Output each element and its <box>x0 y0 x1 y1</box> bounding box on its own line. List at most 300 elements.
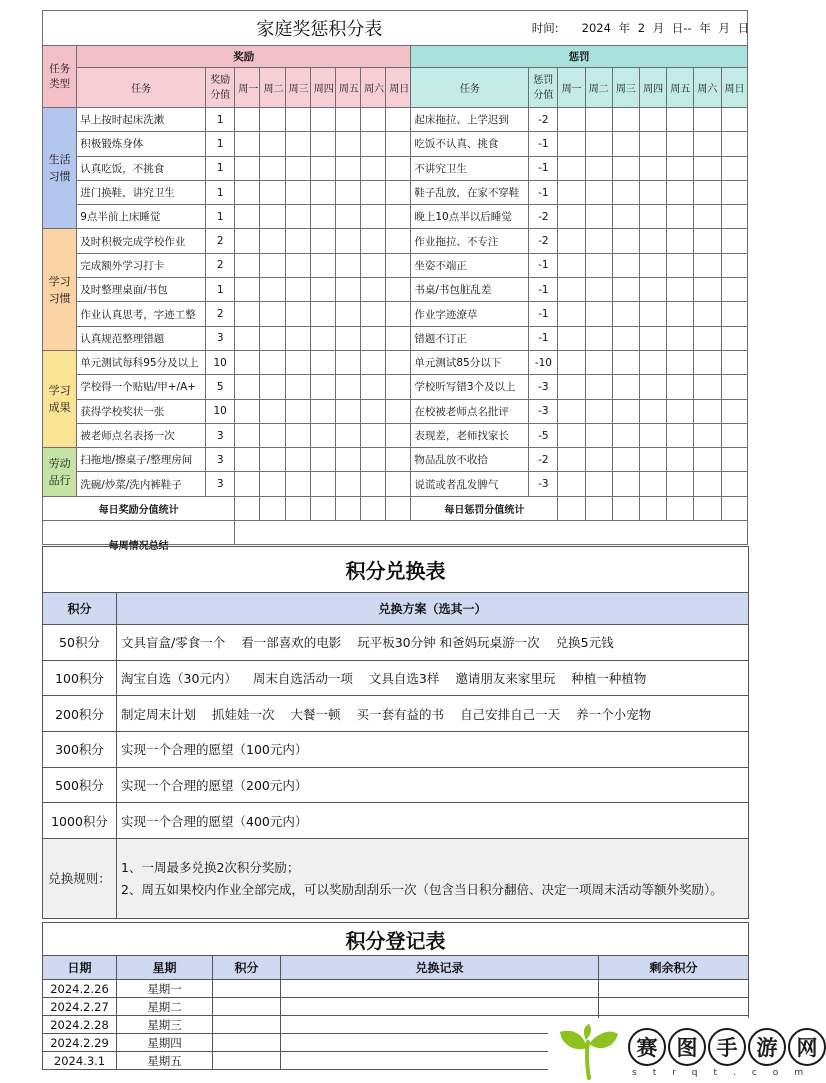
reward-day-cell <box>335 229 360 253</box>
reward-day-cell <box>335 108 360 132</box>
reward-day-cell <box>386 326 411 350</box>
reward-score: 1 <box>206 132 235 156</box>
penalty-score: -10 <box>529 350 558 374</box>
penalty-day-cell <box>558 399 585 423</box>
penalty-day-cell <box>667 180 694 204</box>
penalty-weekday-header: 周一 <box>558 68 585 108</box>
reward-score: 2 <box>206 229 235 253</box>
exchange-points-header: 积分 <box>43 593 117 625</box>
reward-day-cell <box>335 472 360 496</box>
penalty-day-cell <box>667 302 694 326</box>
penalty-score: -1 <box>529 253 558 277</box>
penalty-day-cell <box>612 108 639 132</box>
penalty-day-cell <box>558 448 585 472</box>
reward-day-cell <box>361 229 386 253</box>
reward-day-cell <box>285 350 310 374</box>
exchange-option: 自己安排自己一天 <box>460 706 561 722</box>
penalty-day-cell <box>694 132 721 156</box>
penalty-total-cell <box>667 496 694 520</box>
register-header: 积分 <box>213 956 281 980</box>
reward-total-cell <box>386 496 411 520</box>
reward-day-cell <box>361 472 386 496</box>
register-header: 剩余积分 <box>599 956 749 980</box>
register-balance-cell[interactable] <box>599 998 749 1016</box>
reward-day-cell <box>361 448 386 472</box>
penalty-day-cell <box>640 399 667 423</box>
reward-day-cell <box>260 156 285 180</box>
exchange-row <box>43 625 749 661</box>
penalty-day-cell <box>612 253 639 277</box>
penalty-task: 错题不订正 <box>411 326 529 350</box>
exchange-options <box>117 696 749 732</box>
reward-total-cell <box>335 496 360 520</box>
penalty-day-cell <box>721 108 747 132</box>
exchange-option: 看一部喜欢的电影 <box>241 635 342 651</box>
reward-day-cell <box>310 108 335 132</box>
penalty-day-cell <box>612 205 639 229</box>
reward-day-cell <box>310 326 335 350</box>
daily-total-row <box>43 496 748 520</box>
weekly-summary-row <box>43 521 748 545</box>
reward-day-cell <box>260 326 285 350</box>
reward-day-cell <box>260 423 285 447</box>
exchange-options <box>117 732 749 768</box>
penalty-day-cell <box>612 423 639 447</box>
register-record-cell[interactable] <box>281 980 599 998</box>
penalty-day-cell <box>585 448 612 472</box>
penalty-daily-total: 每日惩罚分值统计 <box>411 496 558 520</box>
penalty-day-cell <box>721 375 747 399</box>
reward-weekday-header: 周一 <box>235 68 260 108</box>
reward-day-cell <box>386 156 411 180</box>
exchange-option: 玩平板30分钟 和爸妈玩桌游一次 <box>357 635 540 651</box>
reward-day-cell <box>235 180 260 204</box>
reward-day-cell <box>285 448 310 472</box>
penalty-day-cell <box>640 326 667 350</box>
penalty-weekday-header: 周六 <box>694 68 721 108</box>
reward-day-cell <box>335 375 360 399</box>
exchange-points: 200积分 <box>43 696 117 732</box>
penalty-day-cell <box>721 156 747 180</box>
reward-day-cell <box>361 253 386 277</box>
exchange-option: 养一个小宠物 <box>576 706 652 722</box>
penalty-day-cell <box>721 205 747 229</box>
reward-day-cell <box>386 180 411 204</box>
reward-task: 单元测试每科95分及以上 <box>77 350 206 374</box>
penalty-task: 学校听写错3个及以上 <box>411 375 529 399</box>
reward-day-cell <box>386 423 411 447</box>
reward-day-cell <box>235 326 260 350</box>
reward-day-cell <box>335 278 360 302</box>
reward-day-cell <box>235 253 260 277</box>
penalty-day-cell <box>694 472 721 496</box>
penalty-day-cell <box>667 448 694 472</box>
reward-weekday-header: 周日 <box>386 68 411 108</box>
reward-day-cell <box>335 132 360 156</box>
reward-day-cell <box>235 132 260 156</box>
penalty-day-cell <box>612 399 639 423</box>
table-row <box>43 253 748 277</box>
penalty-day-cell <box>721 132 747 156</box>
register-weekday: 星期三 <box>117 1016 213 1034</box>
table-row <box>43 132 748 156</box>
reward-day-cell <box>235 156 260 180</box>
table-row <box>43 399 748 423</box>
reward-task: 积极锻炼身体 <box>77 132 206 156</box>
reward-day-cell <box>335 205 360 229</box>
reward-day-cell <box>235 229 260 253</box>
penalty-day-cell <box>694 399 721 423</box>
reward-day-cell <box>310 350 335 374</box>
exchange-row <box>43 767 749 803</box>
exchange-rules-label: 兑换规则： <box>43 839 117 919</box>
reward-weekday-header: 周二 <box>260 68 285 108</box>
reward-day-cell <box>235 472 260 496</box>
penalty-day-cell <box>640 423 667 447</box>
exchange-row <box>43 803 749 839</box>
reward-day-cell <box>285 278 310 302</box>
register-header: 星期 <box>117 956 213 980</box>
reward-day-cell <box>285 108 310 132</box>
table-row <box>43 472 748 496</box>
reward-task: 学校得一个贴贴/甲+/A+ <box>77 375 206 399</box>
penalty-day-cell <box>721 472 747 496</box>
penalty-day-cell <box>694 326 721 350</box>
exchange-title: 积分兑换表 <box>43 547 749 593</box>
watermark-char: 图 <box>668 1028 706 1066</box>
penalty-task: 物品乱放不收拾 <box>411 448 529 472</box>
register-points-cell[interactable] <box>213 980 281 998</box>
penalty-total-cell <box>694 496 721 520</box>
exchange-option: 文具自选3样 <box>368 671 440 687</box>
penalty-day-cell <box>640 448 667 472</box>
category-label: 学习成果 <box>43 350 77 447</box>
penalty-day-cell <box>640 205 667 229</box>
reward-day-cell <box>386 302 411 326</box>
reward-day-cell <box>285 229 310 253</box>
table-row <box>43 229 748 253</box>
reward-score: 3 <box>206 423 235 447</box>
penalty-day-cell <box>694 302 721 326</box>
reward-day-cell <box>361 180 386 204</box>
reward-day-cell <box>260 350 285 374</box>
reward-total-cell <box>235 496 260 520</box>
reward-day-cell <box>285 375 310 399</box>
register-row <box>43 998 749 1016</box>
reward-day-cell <box>386 375 411 399</box>
exchange-options <box>117 767 749 803</box>
penalty-day-cell <box>694 278 721 302</box>
penalty-day-cell <box>585 278 612 302</box>
watermark-subtext: strqt.com <box>632 1068 820 1078</box>
points-table <box>42 10 750 553</box>
penalty-day-cell <box>558 156 585 180</box>
penalty-score: -2 <box>529 205 558 229</box>
watermark-char: 赛 <box>628 1028 666 1066</box>
penalty-day-cell <box>721 180 747 204</box>
penalty-task: 吃饭不认真、挑食 <box>411 132 529 156</box>
reward-day-cell <box>260 375 285 399</box>
reward-day-cell <box>285 132 310 156</box>
reward-day-cell <box>361 156 386 180</box>
register-balance-cell[interactable] <box>599 980 749 998</box>
date-label: 时间: <box>531 21 559 35</box>
penalty-day-cell <box>558 472 585 496</box>
reward-day-cell <box>260 253 285 277</box>
reward-day-cell <box>310 205 335 229</box>
penalty-day-cell <box>612 472 639 496</box>
reward-task: 进门换鞋，讲究卫生 <box>77 180 206 204</box>
penalty-weekday-header: 周二 <box>585 68 612 108</box>
reward-weekday-header: 周六 <box>361 68 386 108</box>
penalty-day-cell <box>667 108 694 132</box>
penalty-score: -1 <box>529 302 558 326</box>
penalty-day-cell <box>667 375 694 399</box>
reward-day-cell <box>285 180 310 204</box>
penalty-day-cell <box>667 423 694 447</box>
category-label: 劳动品行 <box>43 448 77 497</box>
penalty-task: 晚上10点半以后睡觉 <box>411 205 529 229</box>
reward-day-cell <box>285 399 310 423</box>
penalty-day-cell <box>612 448 639 472</box>
reward-day-cell <box>335 253 360 277</box>
reward-day-cell <box>335 350 360 374</box>
reward-task: 完成额外学习打卡 <box>77 253 206 277</box>
register-record-cell[interactable] <box>281 998 599 1016</box>
reward-score: 1 <box>206 278 235 302</box>
reward-day-cell <box>310 399 335 423</box>
reward-task-header: 任务 <box>77 68 206 108</box>
exchange-row <box>43 696 749 732</box>
penalty-task-header: 任务 <box>411 68 529 108</box>
reward-day-cell <box>310 375 335 399</box>
penalty-day-cell <box>612 180 639 204</box>
reward-day-cell <box>361 108 386 132</box>
exchange-table <box>42 546 749 919</box>
reward-header: 奖励 <box>77 46 411 68</box>
reward-day-cell <box>235 302 260 326</box>
reward-day-cell <box>361 423 386 447</box>
register-points-cell[interactable] <box>213 1034 281 1052</box>
reward-score: 2 <box>206 253 235 277</box>
reward-day-cell <box>310 253 335 277</box>
penalty-day-cell <box>667 472 694 496</box>
date-value: 2024 年 2 月 日-- 年 月 日 <box>581 21 750 35</box>
penalty-day-cell <box>640 180 667 204</box>
reward-weekday-header: 周四 <box>310 68 335 108</box>
penalty-day-cell <box>694 205 721 229</box>
penalty-score: -1 <box>529 278 558 302</box>
exchange-points: 100积分 <box>43 660 117 696</box>
register-points-cell[interactable] <box>213 998 281 1016</box>
penalty-header: 惩罚 <box>411 46 748 68</box>
table-row <box>43 375 748 399</box>
reward-day-cell <box>310 132 335 156</box>
exchange-rule: 1、一周最多兑换2次积分奖励； <box>121 859 300 875</box>
penalty-day-cell <box>721 253 747 277</box>
reward-day-cell <box>335 326 360 350</box>
exchange-points: 50积分 <box>43 625 117 661</box>
penalty-score: -3 <box>529 472 558 496</box>
reward-day-cell <box>386 132 411 156</box>
reward-task: 被老师点名表扬一次 <box>77 423 206 447</box>
exchange-rules-row <box>43 839 749 919</box>
exchange-option: 制定周末计划 <box>121 706 197 722</box>
reward-day-cell <box>260 472 285 496</box>
penalty-score-header: 惩罚分值 <box>529 68 558 108</box>
register-date: 2024.2.29 <box>43 1034 117 1052</box>
penalty-day-cell <box>694 448 721 472</box>
penalty-day-cell <box>585 108 612 132</box>
exchange-option: 兑换5元钱 <box>555 635 614 651</box>
reward-day-cell <box>235 278 260 302</box>
penalty-day-cell <box>640 156 667 180</box>
register-points-cell[interactable] <box>213 1016 281 1034</box>
penalty-day-cell <box>721 278 747 302</box>
reward-day-cell <box>361 278 386 302</box>
penalty-day-cell <box>612 326 639 350</box>
penalty-day-cell <box>558 375 585 399</box>
reward-day-cell <box>386 448 411 472</box>
penalty-day-cell <box>585 472 612 496</box>
penalty-day-cell <box>694 108 721 132</box>
weekly-summary-text: 每周情况总结 <box>108 541 169 553</box>
register-points-cell[interactable] <box>213 1052 281 1070</box>
exchange-points: 1000积分 <box>43 803 117 839</box>
penalty-task: 单元测试85分以下 <box>411 350 529 374</box>
penalty-day-cell <box>667 229 694 253</box>
penalty-score: -3 <box>529 375 558 399</box>
exchange-option: 实现一个合理的愿望（100元内） <box>121 742 308 758</box>
penalty-day-cell <box>612 132 639 156</box>
reward-day-cell <box>361 326 386 350</box>
penalty-task: 坐姿不端正 <box>411 253 529 277</box>
reward-day-cell <box>310 229 335 253</box>
exchange-row <box>43 732 749 768</box>
penalty-day-cell <box>667 205 694 229</box>
penalty-score: -2 <box>529 108 558 132</box>
category-label: 生活习惯 <box>43 108 77 229</box>
reward-day-cell <box>260 278 285 302</box>
penalty-day-cell <box>585 350 612 374</box>
register-weekday: 星期一 <box>117 980 213 998</box>
penalty-day-cell <box>721 350 747 374</box>
penalty-day-cell <box>667 156 694 180</box>
exchange-points: 300积分 <box>43 732 117 768</box>
category-label: 学习习惯 <box>43 229 77 350</box>
reward-day-cell <box>285 156 310 180</box>
watermark <box>548 1018 820 1083</box>
reward-score: 3 <box>206 472 235 496</box>
reward-total-cell <box>260 496 285 520</box>
penalty-day-cell <box>640 229 667 253</box>
penalty-task: 作业拖拉、不专注 <box>411 229 529 253</box>
reward-score: 1 <box>206 205 235 229</box>
penalty-day-cell <box>558 253 585 277</box>
penalty-task: 书桌/书包脏乱差 <box>411 278 529 302</box>
reward-task: 及时积极完成学校作业 <box>77 229 206 253</box>
penalty-day-cell <box>585 156 612 180</box>
penalty-day-cell <box>585 399 612 423</box>
penalty-score: -5 <box>529 423 558 447</box>
reward-score: 10 <box>206 350 235 374</box>
exchange-rule: 2、周五如果校内作业全部完成，可以奖励刮刮乐一次（包含当日积分翻倍、决定一项周末活动等额外奖励）。 <box>121 881 723 897</box>
penalty-day-cell <box>585 375 612 399</box>
register-weekday: 星期二 <box>117 998 213 1016</box>
penalty-day-cell <box>721 448 747 472</box>
penalty-day-cell <box>558 180 585 204</box>
reward-day-cell <box>310 302 335 326</box>
reward-score: 3 <box>206 448 235 472</box>
penalty-weekday-header: 周三 <box>612 68 639 108</box>
reward-day-cell <box>235 399 260 423</box>
penalty-day-cell <box>694 423 721 447</box>
penalty-day-cell <box>694 375 721 399</box>
reward-task: 9点半前上床睡觉 <box>77 205 206 229</box>
reward-day-cell <box>310 448 335 472</box>
reward-score: 2 <box>206 302 235 326</box>
penalty-day-cell <box>640 108 667 132</box>
exchange-option: 大餐一顿 <box>290 706 341 722</box>
penalty-score: -3 <box>529 399 558 423</box>
reward-day-cell <box>285 302 310 326</box>
penalty-day-cell <box>585 132 612 156</box>
reward-day-cell <box>361 399 386 423</box>
penalty-day-cell <box>558 205 585 229</box>
reward-day-cell <box>260 132 285 156</box>
penalty-day-cell <box>640 253 667 277</box>
penalty-day-cell <box>667 278 694 302</box>
penalty-day-cell <box>721 423 747 447</box>
reward-task: 认真吃饭，不挑食 <box>77 156 206 180</box>
exchange-options <box>117 803 749 839</box>
reward-day-cell <box>260 180 285 204</box>
table-title: 家庭奖惩积分表 <box>43 11 529 46</box>
reward-day-cell <box>235 423 260 447</box>
exchange-points: 500积分 <box>43 767 117 803</box>
reward-day-cell <box>260 205 285 229</box>
reward-day-cell <box>361 350 386 374</box>
register-title: 积分登记表 <box>43 923 749 956</box>
reward-day-cell <box>361 302 386 326</box>
reward-task: 扫拖地/擦桌子/整理房间 <box>77 448 206 472</box>
reward-task: 认真规范整理错题 <box>77 326 206 350</box>
reward-day-cell <box>386 229 411 253</box>
penalty-task: 起床拖拉、上学迟到 <box>411 108 529 132</box>
table-row <box>43 156 748 180</box>
weekly-summary-cell[interactable] <box>235 521 748 545</box>
penalty-day-cell <box>558 132 585 156</box>
register-header: 兑换记录 <box>281 956 599 980</box>
penalty-day-cell <box>694 350 721 374</box>
penalty-day-cell <box>694 180 721 204</box>
penalty-score: -2 <box>529 229 558 253</box>
reward-day-cell <box>285 253 310 277</box>
reward-total-cell <box>361 496 386 520</box>
exchange-option: 抓娃娃一次 <box>212 706 275 722</box>
reward-day-cell <box>386 108 411 132</box>
table-row <box>43 180 748 204</box>
reward-day-cell <box>260 399 285 423</box>
reward-day-cell <box>386 205 411 229</box>
reward-score: 1 <box>206 108 235 132</box>
reward-weekday-header: 周五 <box>335 68 360 108</box>
reward-day-cell <box>285 472 310 496</box>
exchange-option: 实现一个合理的愿望（200元内） <box>121 778 308 794</box>
reward-day-cell <box>235 448 260 472</box>
register-weekday: 星期四 <box>117 1034 213 1052</box>
register-date: 2024.3.1 <box>43 1052 117 1070</box>
